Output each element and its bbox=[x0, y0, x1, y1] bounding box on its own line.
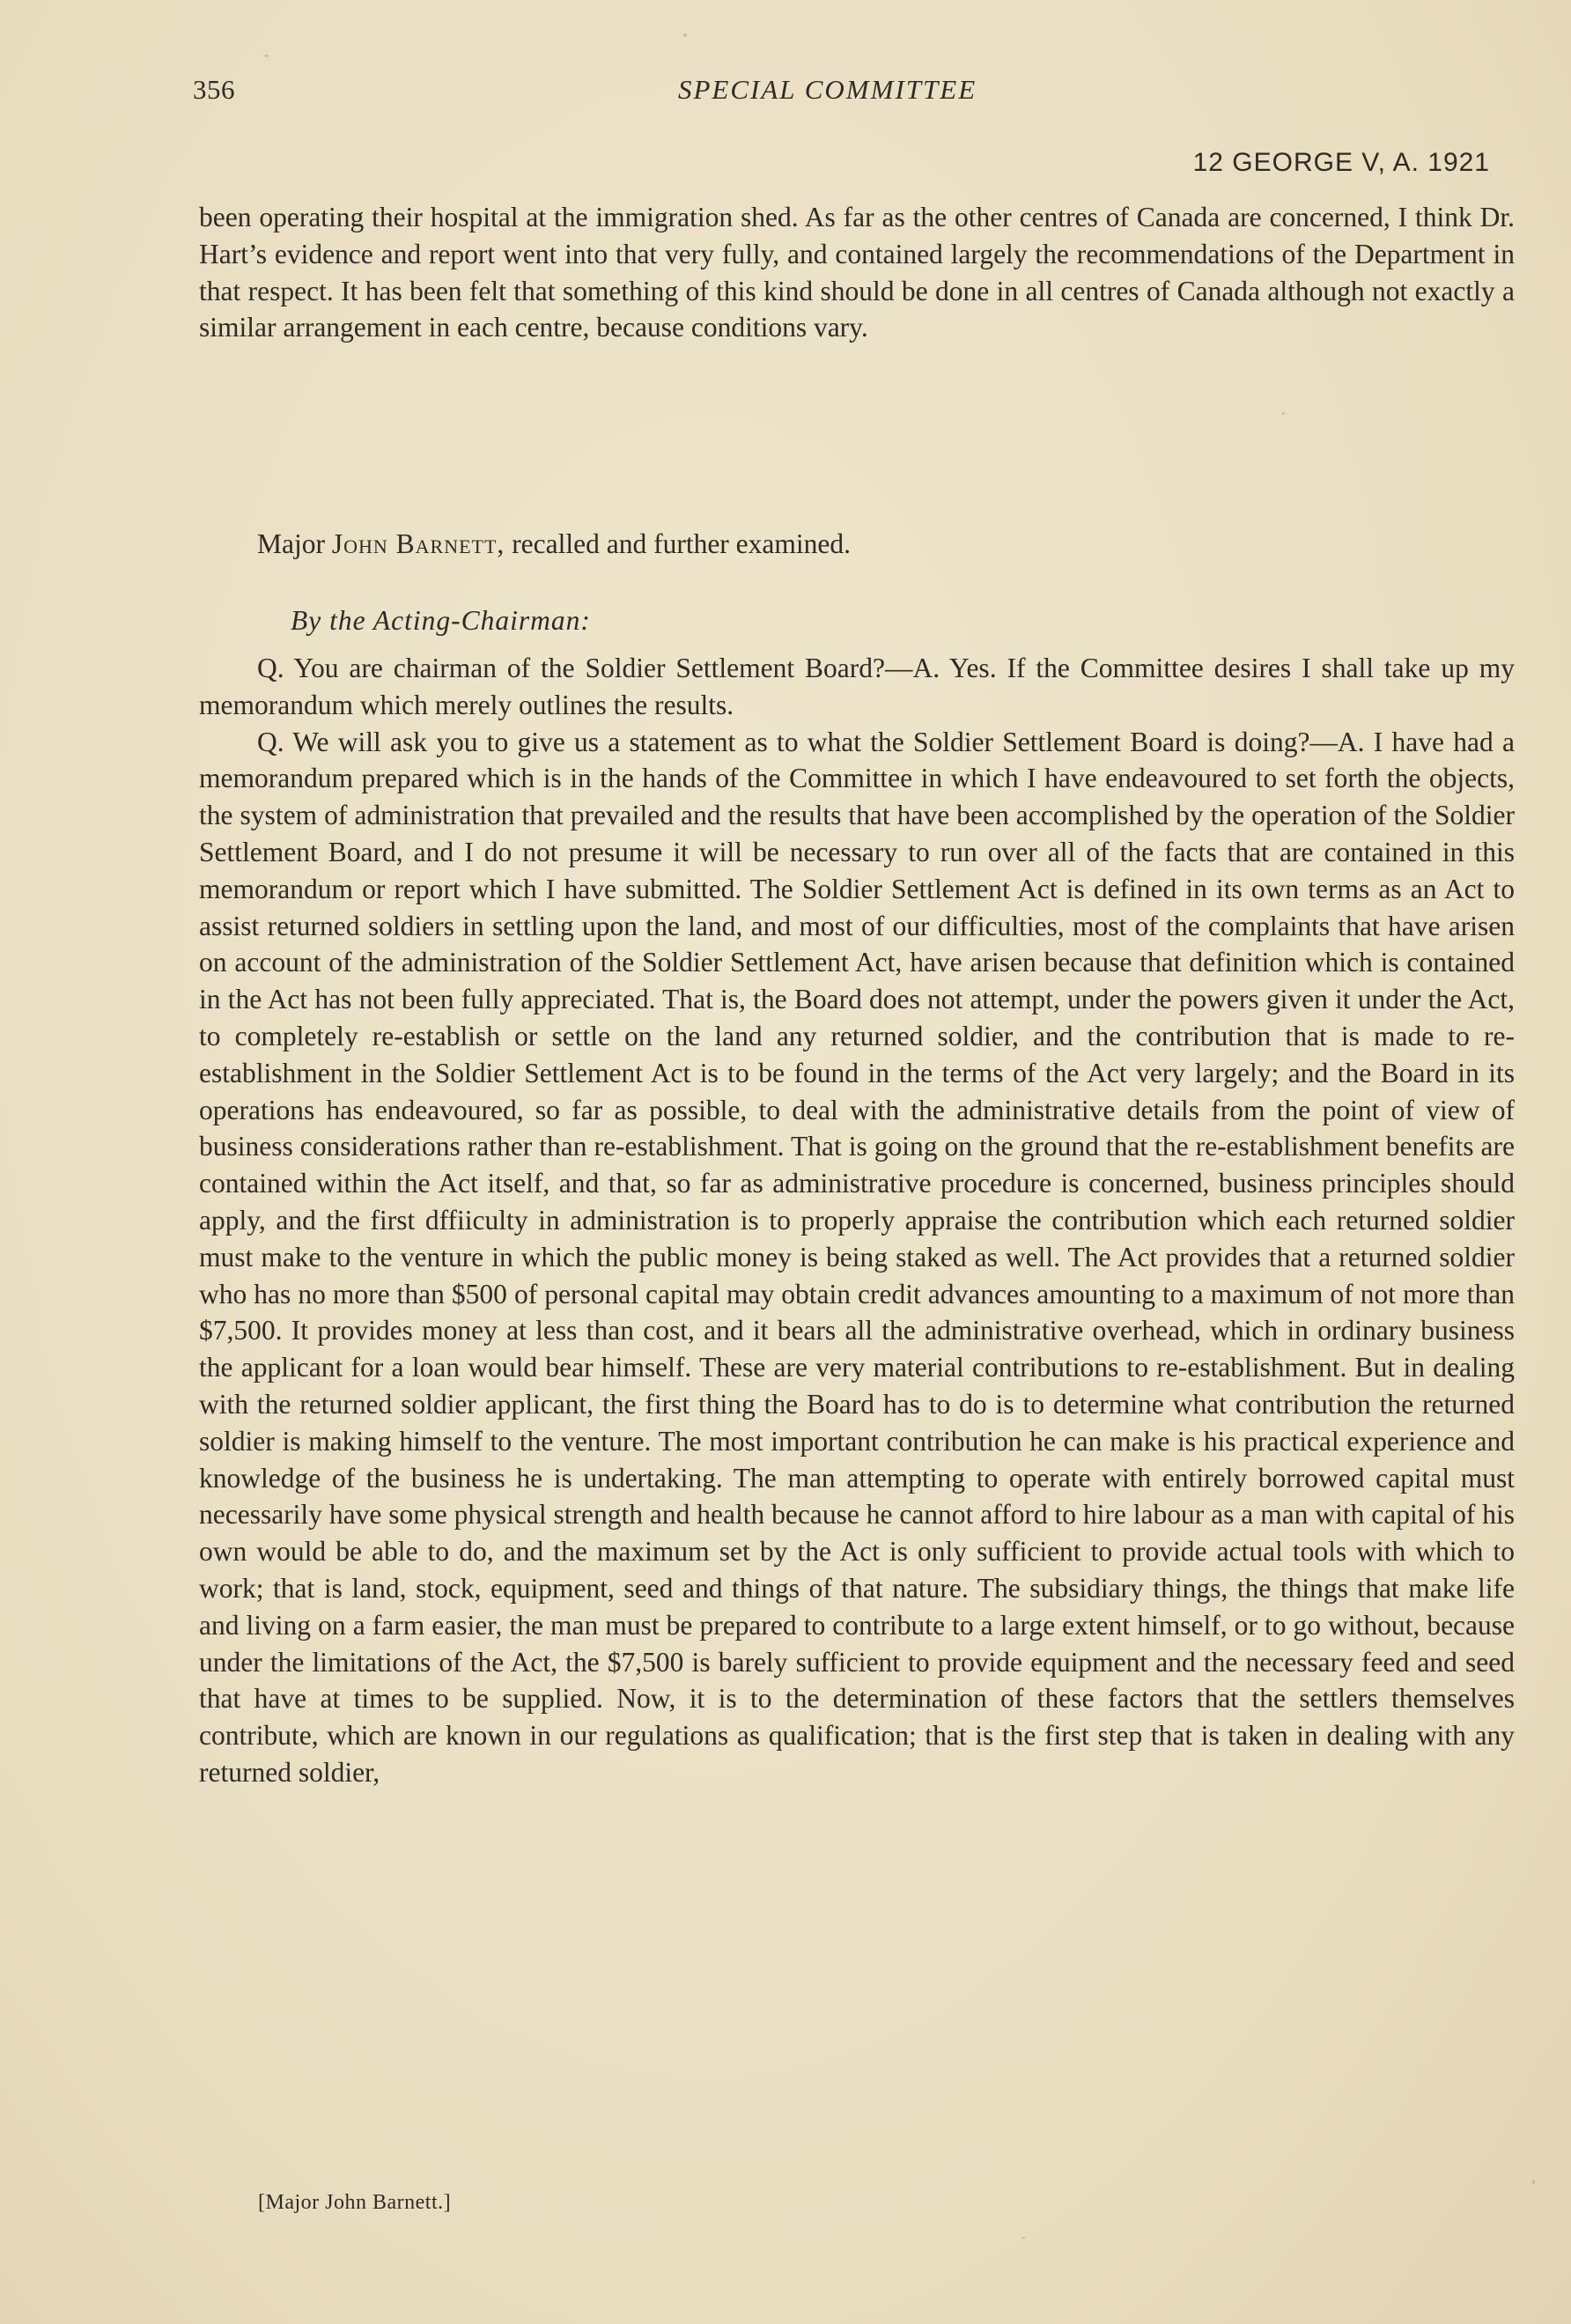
witness-line bbox=[199, 526, 1515, 563]
testimony bbox=[199, 650, 1515, 1791]
paper-speck bbox=[264, 55, 269, 57]
paper-speck bbox=[1282, 412, 1285, 415]
paper-speck bbox=[683, 33, 687, 37]
page-number: 356 bbox=[193, 74, 235, 105]
footer-speaker-name: [Major John Barnett.] bbox=[258, 2191, 452, 2214]
running-head: SPECIAL COMMITTEE bbox=[678, 74, 977, 105]
witness-status: recalled and further examined. bbox=[505, 528, 851, 559]
witness-rank: Major bbox=[257, 528, 325, 559]
paper-speck bbox=[1532, 2180, 1535, 2184]
session-reference: 12 GEORGE V, A. 1921 bbox=[1192, 148, 1490, 177]
examiner-line: By the Acting-Chairman: bbox=[291, 605, 591, 636]
question-answer-1: Q. You are chairman of the Soldier Settlement Board?—A. Yes. If the Committee desires I shall take up my memorandum which merely outlines the results. bbox=[199, 653, 1515, 720]
witness-name: John Barnett, bbox=[331, 528, 505, 559]
paper-speck bbox=[1022, 2237, 1025, 2239]
paragraph-continuation: been operating their hospital at the immigration shed. As far as the other centres of Canada are concerned, I think Dr. Hart’s evidence and report went into that very fully, and contained largely the recommendations of the Department in that respect. It has been felt that something of this kind should be done in all centres of Canada although not exactly a similar arrangement in each centre, because conditions vary. bbox=[199, 202, 1515, 343]
question-answer-2: Q. We will ask you to give us a statement as to what the Soldier Settlement Board is doing?—A. I have had a memorandum prepared which is in the hands of the Committee in which I have endeavoured to set forth the objects, the system of administration that prevailed and the results that have been accomplished by the operation of the Soldier Settlement Board, and I do not presume it will be necessary to run over all of the facts that are contained in this memorandum or report which I have submitted. The Soldier Settlement Act is defined in its own terms as an Act to assist returned soldiers in settling upon the land, and most of our difficulties, most of the complaints that have arisen on account of the administration of the Soldier Settlement Act, have arisen because that definition which is contained in the Act has not been fully appreciated. That is, the Board does not attempt, under the powers given it under the Act, to completely re-establish or settle on the land any returned soldier, and the contribution that is made to re-establishment in the Soldier Settlement Act is to be found in the terms of the Act very largely; and the Board in its operations has endeavoured, so far as possible, to deal with the administrative details from the point of view of business considerations rather than re-establishment. That is going on the ground that the re-establishment benefits are contained within the Act itself, and that, so far as administrative procedure is concerned, business principles should apply, and the first dffiiculty in administration is to properly appraise the contribution which each returned soldier must make to the venture in which the public money is being staked as well. The Act provides that a returned soldier who has no more than $500 of personal capital may obtain credit advances amounting to a maximum of not more than $7,500. It provides money at less than cost, and it bears all the administrative overhead, which in ordinary business the applicant for a loan would bear himself. These are very material contributions to re-establishment. But in dealing with the returned soldier applicant, the first thing the Board has to do is to determine what contribution the returned soldier is making himself to the venture. The most important contribution he can make is his practical experience and knowledge of the business he is undertaking. The man attempting to operate with entirely borrowed capital must necessarily have some physical strength and health because he cannot afford to hire labour as a man with capital of his own would be able to do, and the maximum set by the Act is only sufficient to provide actual tools with which to work; that is land, stock, equipment, seed and things of that nature. The subsidiary things, the things that make life and living on a farm easier, the man must be prepared to contribute to a large extent himself, or to go without, because under the limitations of the Act, the $7,500 is barely sufficient to provide equipment and the necessary feed and seed that have at times to be supplied. Now, it is to the determination of these factors that the settlers themselves contribute, which are known in our regulations as qualification; that is the first step that is taken in dealing with any returned soldier, bbox=[199, 726, 1515, 1788]
